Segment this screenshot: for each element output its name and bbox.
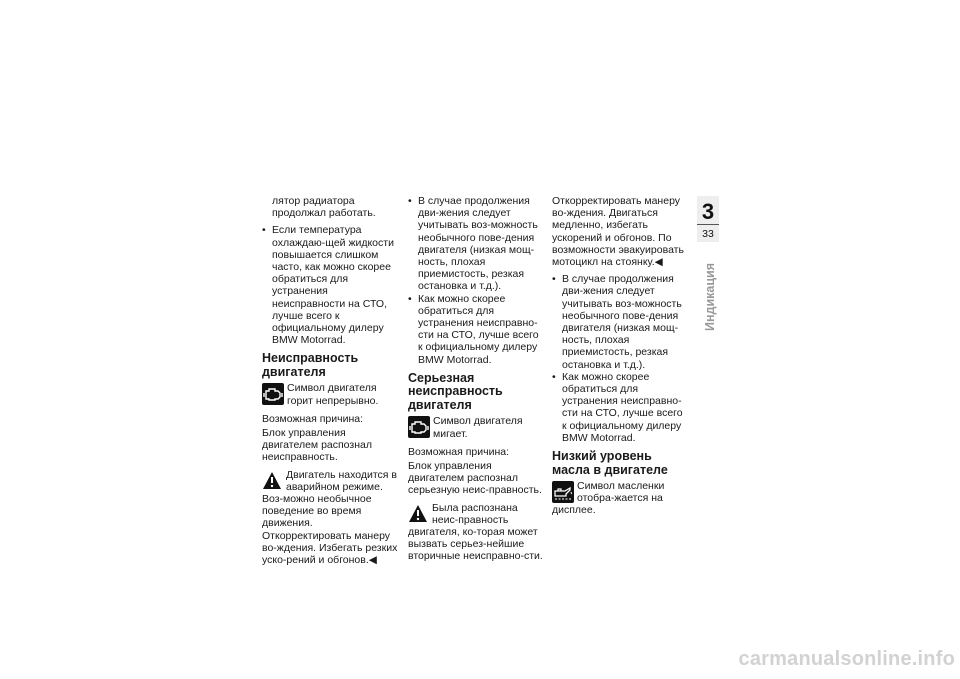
engine-blink-text: Символ двигателя мигает. xyxy=(433,415,523,440)
heading-low-oil: Низкий уровень масла в двигателе xyxy=(552,449,668,477)
chapter-title: Индикация xyxy=(703,262,717,332)
warning-text: Была распознана неис-правность двигателя, ко-торая может вызвать серьез-нейшие вторичные неисправно-сти. xyxy=(408,501,543,563)
warning-icon xyxy=(262,471,282,491)
engine-on-text: Символ двигателя горит непрерывно. xyxy=(287,382,379,407)
engine-icon xyxy=(262,383,284,405)
oil-symbol-paragraph xyxy=(552,480,689,517)
cause-text: Блок управления двигателем распознал серьезную неис-правность. xyxy=(408,459,542,497)
heading-engine-fault: Неисправность двигателя xyxy=(262,351,359,379)
engine-blink-paragraph xyxy=(408,415,546,439)
driving-advice-text: Откорректировать манеру во-ждения. Двигаться медленно, избегать ускорений и обгонов. По возможности эвакуировать мотоцикл на стоянку. xyxy=(552,195,684,269)
bullet-continue-driving: • В случае продолжения дви-жения следует учитывать воз-можность необычного пове-дения двигателя (низкая мощ-ность, плохая приемистость, резкая остановка и т.д.). xyxy=(408,195,546,293)
column-3 xyxy=(552,195,689,523)
column-2 xyxy=(408,195,546,569)
cause-label: Возможная причина: xyxy=(408,445,510,458)
engine-symbol-paragraph xyxy=(262,382,398,406)
bullet-contact-service: • Как можно скорее обратиться для устранения неисправно-сти на СТО, лучше всего к официальному дилеру BMW Motorrad. xyxy=(408,293,546,366)
chapter-divider xyxy=(697,224,719,225)
bullet-coolant: • Если температура охлаждаю-щей жидкости повышается слишком часто, как можно скорее обратиться для устранения неисправности на СТО, лучше всего к официальному дилеру BMW Motorrad. xyxy=(262,224,398,346)
cause-text: Блок управления двигателем распознал неисправность. xyxy=(262,427,372,464)
driving-advice xyxy=(552,195,689,268)
chapter-number: 3 xyxy=(701,199,715,224)
warning-icon xyxy=(408,504,428,524)
oil-text: Символ масленки отобра-жается на дисплее. xyxy=(552,480,665,517)
end-mark: ◀ xyxy=(368,554,377,567)
oil-can-icon xyxy=(552,481,574,503)
continued-text: лятор радиатора продолжал работать. xyxy=(272,195,376,220)
heading-serious-fault: Серьезная неисправность двигателя xyxy=(408,370,503,412)
bullet-continue-driving: • В случае продолжения дви-жения следует учитывать воз-можность необычного пове-дения двигателя (низкая мощ-ность, плохая приемистость, резкая остановка и т.д.). xyxy=(552,273,689,371)
engine-icon xyxy=(408,416,430,438)
column-1 xyxy=(262,195,398,572)
page-number: 33 xyxy=(702,228,714,240)
warning-paragraph xyxy=(262,469,398,567)
end-mark: ◀ xyxy=(654,256,663,269)
warning-paragraph xyxy=(408,502,546,563)
watermark: carmanualsonline.info xyxy=(738,648,955,670)
cause-label: Возможная причина: xyxy=(262,412,364,425)
bullet-contact-service: • Как можно скорее обратиться для устранения неисправно-сти на СТО, лучше всего к официальному дилеру BMW Motorrad. xyxy=(552,371,689,444)
warning-text: Двигатель находится в аварийном режиме. Воз-можно необычное поведение во время движения. Откорректировать манеру во-ждения. Избегать резких уско-рений и обгонов. xyxy=(262,468,398,567)
